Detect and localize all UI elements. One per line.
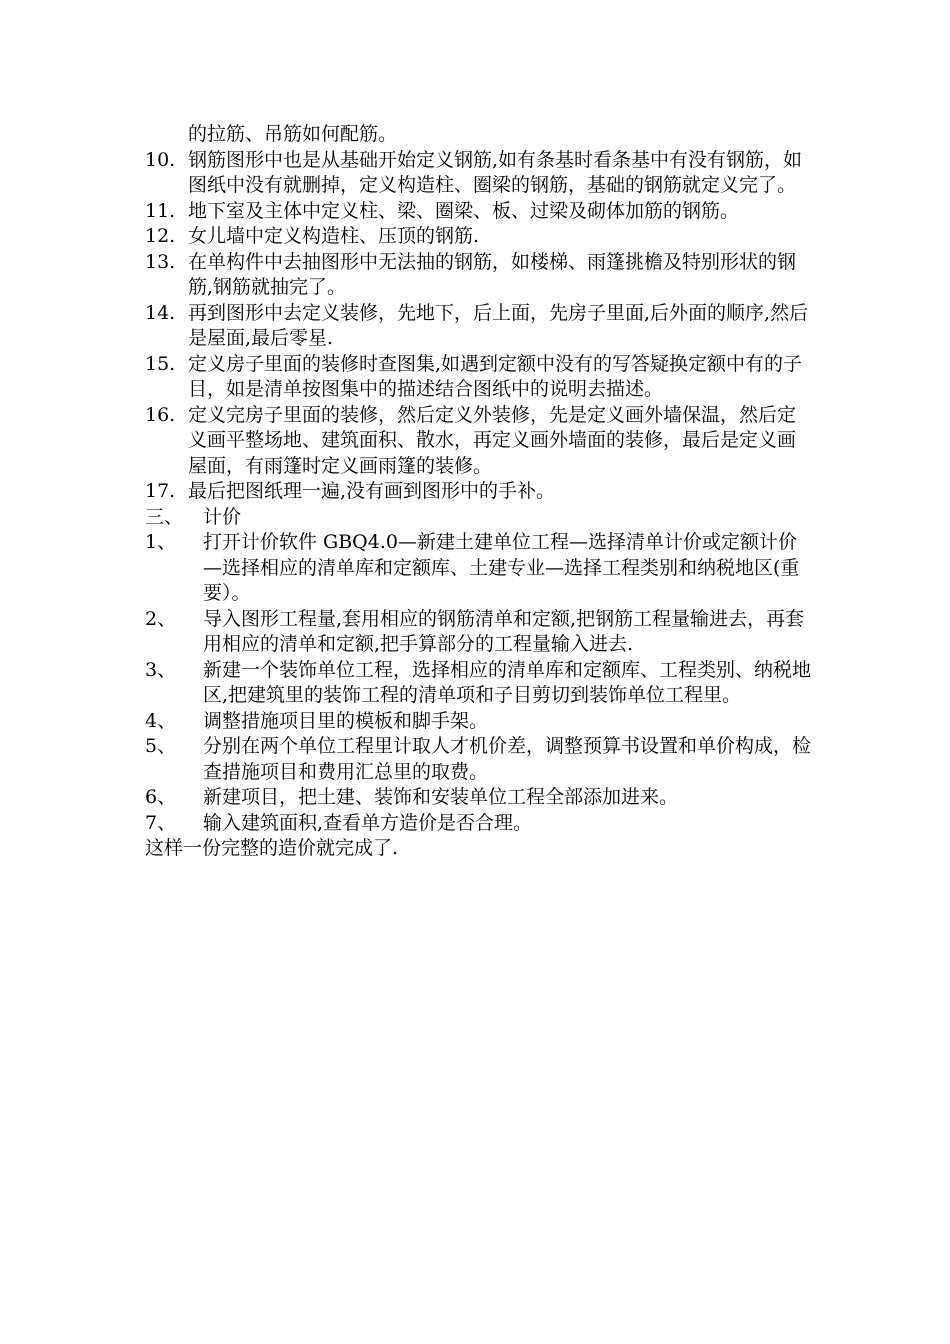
step-number: 7、 [145, 811, 177, 834]
step-number: 3、 [145, 658, 177, 681]
pricing-step-list [145, 530, 813, 836]
pricing-step-4 [145, 709, 813, 735]
section-title: 计价 [203, 505, 242, 528]
step-10 [145, 148, 813, 199]
closing-line: 这样一份完整的造价就完成了. [145, 837, 399, 859]
step-text: 钢筋图形中也是从基础开始定义钢筋,如有条基时看条基中有没有钢筋，如图纸中没有就删掉，定义构造柱、圈梁的钢筋，基础的钢筋就定义完了。 [188, 148, 803, 196]
pricing-step-6 [145, 785, 813, 811]
step-text: 再到图形中去定义装修，先地下，后上面，先房子里面,后外面的顺序,然后是屋面,最后零星. [188, 301, 809, 349]
step-text: 新建项目，把土建、装饰和安装单位工程全部添加进来。 [203, 786, 679, 808]
step-number: 13. [145, 250, 176, 273]
step-16 [145, 403, 813, 480]
step-number: 1、 [145, 531, 177, 553]
step-text: 调整措施项目里的模板和脚手架。 [203, 709, 489, 732]
step-text: 在单构件中去抽图形中无法抽的钢筋，如楼梯、雨篷挑檐及特别形状的钢筋,钢筋就抽完了。 [188, 250, 797, 298]
step-number: 5、 [145, 735, 177, 757]
step-number: 6、 [145, 786, 177, 808]
step-number: 17. [145, 480, 176, 502]
step-number: 14. [145, 301, 176, 324]
step-text: 定义完房子里面的装修，然后定义外装修，先是定义画外墙保温，然后定义画平整场地、建筑面积、散水，再定义画外墙面的装修，最后是定义画屋面，有雨篷时定义画雨篷的装修。 [188, 403, 797, 477]
pricing-step-7 [145, 811, 813, 837]
step-text: 定义房子里面的装修时查图集,如遇到定额中没有的写答疑换定额中有的子目，如是清单按图集中的描述结合图纸中的说明去描述。 [188, 352, 803, 400]
step-15 [145, 352, 813, 403]
step-text: 分别在两个单位工程里计取人才机价差，调整预算书设置和单价构成，检查措施项目和费用汇总里的取费。 [203, 735, 812, 783]
step-text: 最后把图纸理一遍,没有画到图形中的手补。 [188, 480, 556, 502]
step-17 [145, 479, 813, 505]
step-number: 2、 [145, 607, 177, 630]
step-text: 打开计价软件 GBQ4.0—新建土建单位工程—选择清单计价或定额计价—选择相应的清单库和定额库、土建专业—选择工程类别和纳税地区(重要）。 [203, 531, 800, 604]
step-text: 地下室及主体中定义柱、梁、圈梁、板、过梁及砌体加筋的钢筋。 [188, 199, 740, 222]
step-text: 输入建筑面积,查看单方造价是否合理。 [203, 811, 533, 834]
step-number: 12. [145, 225, 176, 247]
pricing-step-3 [145, 658, 813, 709]
step-12 [145, 224, 813, 250]
step-text: 女儿墙中定义构造柱、压顶的钢筋. [188, 225, 480, 247]
step-number: 10. [145, 148, 176, 171]
step-text: 导入图形工程量,套用相应的钢筋清单和定额,把钢筋工程量输进去，再套用相应的清单和定额,把手算部分的工程量输入进去. [203, 607, 805, 655]
step-number: 4、 [145, 709, 177, 732]
continuation-line: 的拉筋、吊筋如何配筋。 [188, 123, 398, 145]
section-number: 三、 [145, 505, 184, 528]
document-page [145, 122, 813, 862]
pricing-step-5 [145, 734, 813, 785]
pricing-step-1 [145, 530, 813, 607]
step-text: 新建一个装饰单位工程，选择相应的清单库和定额库、工程类别、纳税地区,把建筑里的装饰工程的清单项和子目剪切到装饰单位工程里。 [203, 658, 812, 706]
section-heading [145, 505, 813, 531]
step-number: 15. [145, 352, 176, 375]
pricing-step-2 [145, 607, 813, 658]
step-number: 11. [145, 199, 176, 222]
numbered-step-list [145, 148, 813, 505]
step-number: 16. [145, 403, 176, 426]
step-14 [145, 301, 813, 352]
step-11 [145, 199, 813, 225]
step-13 [145, 250, 813, 301]
